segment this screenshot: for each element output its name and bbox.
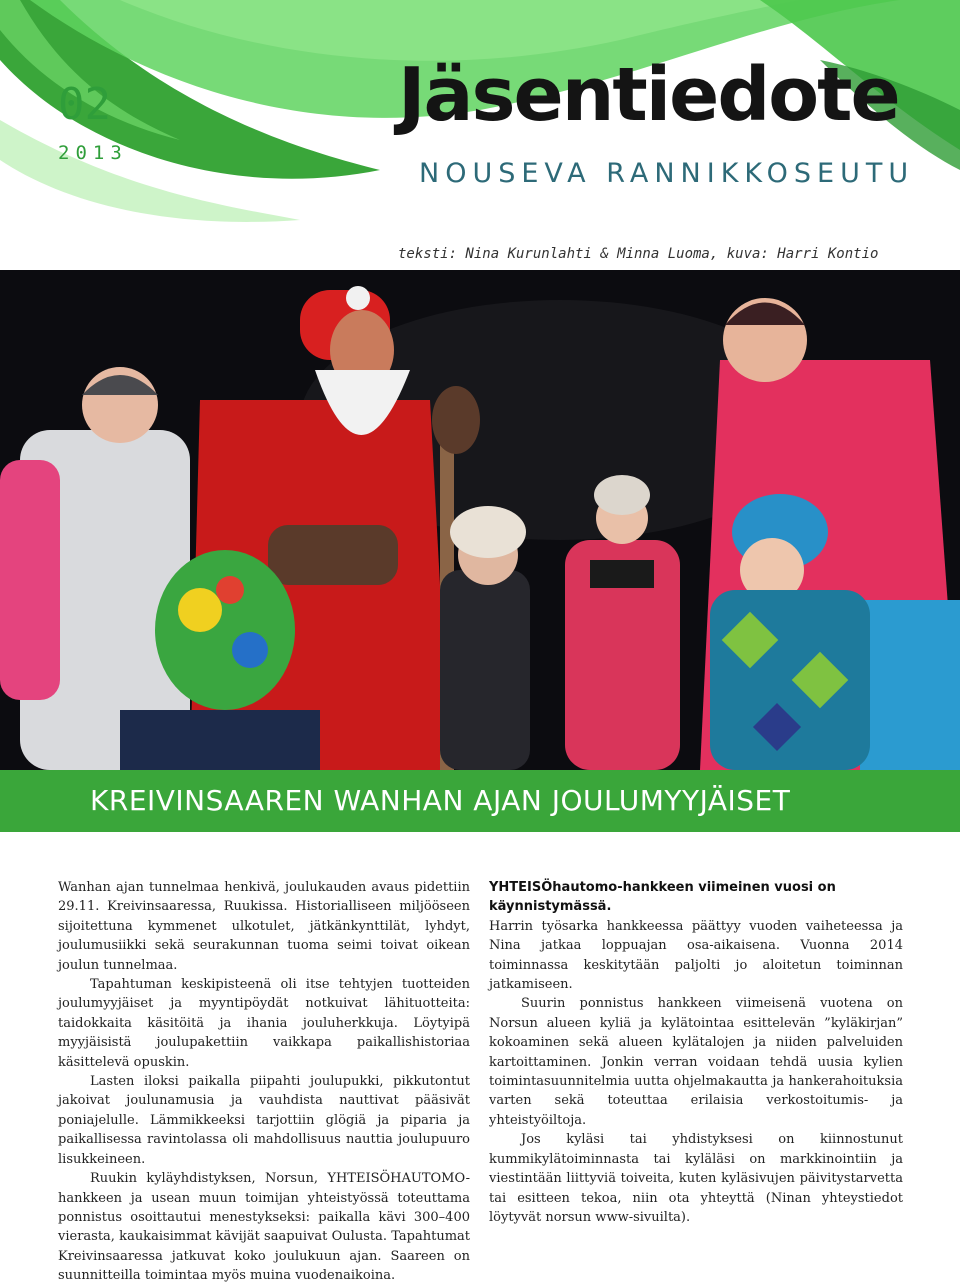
article-left-column (58, 878, 470, 1286)
article-paragraph: Jos kyläsi tai yhdistyksesi on kiinnostunut kummikylätoiminnasta tai kyläläsi on markkinointiin ja viestintään liittyviä toiveita, kuten kyläsivujen päivitystarvetta tai esitteen tekoa, niin ota yhteyttä (Ninan yhteystiedot löytyvät norsun www-sivuilta). (489, 1132, 903, 1225)
article-right-column (489, 878, 903, 1227)
article-paragraph: Lasten iloksi paikalla piipahti joulupukki, pikkutontut jakoivat joulunamusia ja vauhdista nauttivat pääsivät poniajelulle. Lämmikkeeksi tarjottiin glögiä ja piparia ja paikallisessa ravintolassa oli mahdollisuus nauttia joulupuuro lisukkeineen. (58, 1074, 470, 1167)
headline-banner (0, 770, 960, 832)
article-headline: KREIVINSAAREN WANHAN AJAN JOULUMYYJÄISET (90, 784, 791, 817)
issue-info (58, 79, 128, 164)
issue-number: 02 (58, 79, 111, 130)
article-paragraph: Tapahtuman keskipisteenä oli itse tehtyjen tuotteiden joulumyyjäiset ja myyntipöydät notkuivat lähituotteita: taidokkaita käsitöitä ja ihania jouluherkkuja. Löytyipä myyjäisistä joulupakettiin vaikkapa paikallishistoriaa käsittelevä opuskin. (58, 977, 470, 1070)
section-heading: YHTEISÖhautomo-hankkeen viimeinen vuosi on käynnistymässä. (489, 880, 836, 915)
photo-credit: teksti: Nina Kurunlahti & Minna Luoma, kuva: Harri Kontio (398, 246, 879, 262)
article-paragraph: Wanhan ajan tunnelmaa henkivä, joulukauden avaus pidettiin 29.11. Kreivinsaaressa, Ruukissa. Historialliseen miljööseen sijoitettuna kymmenet ulkotulet, jätkänkynttilät, lyhdyt, joulumusiikki sekä seurakunnan tuoma seimi toivat oikean joulun tunnelmaa. (58, 880, 470, 973)
organization-name: NOUSEVA RANNIKKOSEUTU (419, 158, 915, 189)
article-paragraph: Ruukin kyläyhdistyksen, Norsun, YHTEISÖHAUTOMO-hankkeen ja usean muun toimijan yhteistyössä toteuttama ponnistus osoittautui menestykseksi: paikalla kävi 300–400 vierasta, kaukaisimmat kävijät saapuivat Oulusta. Tapahtumat Kreivinsaaressa jatkuvat koko joulukuun ajan. Saareen on suunnitteilla toimintaa myös muina vuodenaikoina. (58, 1171, 470, 1284)
article-paragraph: Suurin ponnistus hankkeen viimeisenä vuotena on Norsun alueen kyliä ja kylätointaa esittelevän ”kyläkirjan” kokoaminen sekä alueen kylätalojen ja niiden palveluiden kartoittaminen. Jonkin verran voidaan tehdä uusia kylien toimintasuunnitelmia uutta ohjelmakautta ja hankerahoituksia varten sekä toteuttaa erilaisia verkostoitumis- ja yhteistyöiltoja. (489, 996, 903, 1128)
article-photo (0, 270, 960, 770)
publication-title: Jäsentiedote (398, 52, 899, 138)
issue-year: 2013 (58, 142, 128, 164)
article-paragraph: Harrin työsarka hankkeessa päättyy vuoden vaiheteessa ja Nina jatkaa loppuajan osa-aikaisena. Vuonna 2014 toiminnassa keskitytään paljolti jo aloitetun toiminnan jatkamiseen. (489, 918, 903, 993)
